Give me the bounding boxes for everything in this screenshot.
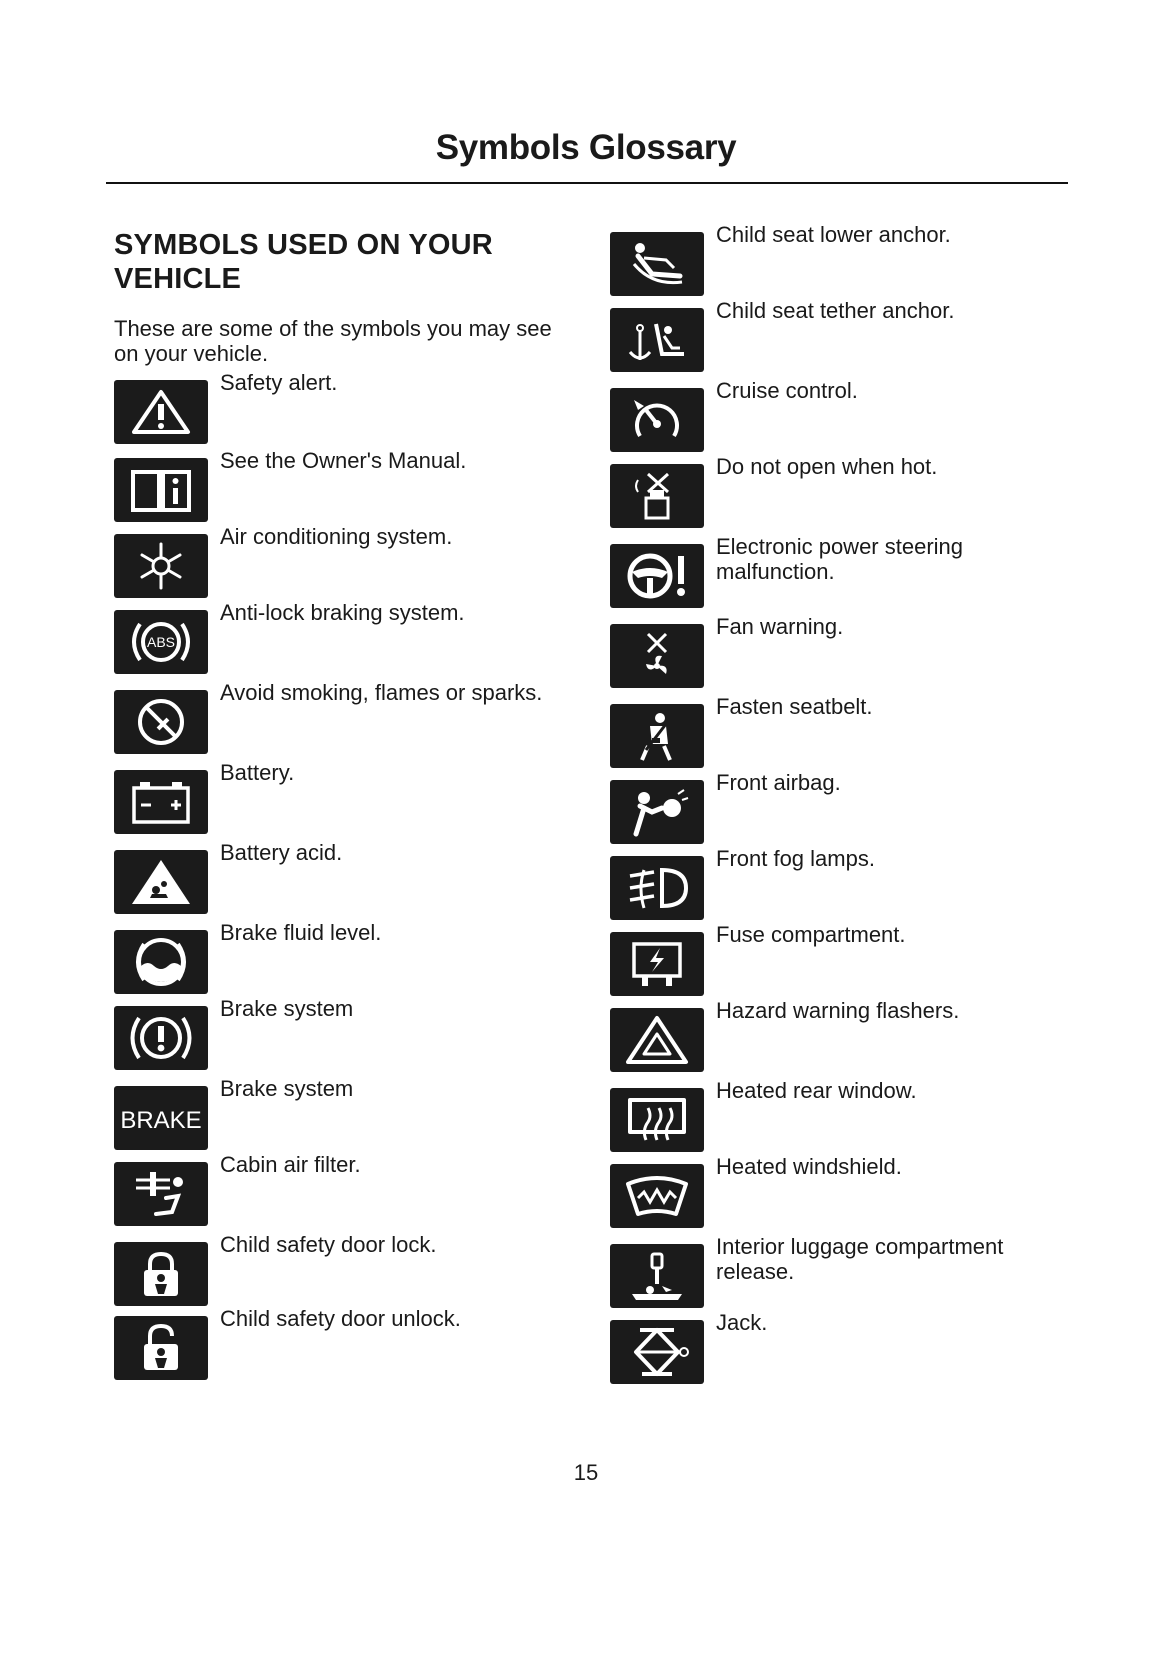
symbol-entry-brake-fluid (114, 920, 574, 994)
title-divider (106, 182, 1068, 184)
child-lock-icon (114, 1242, 208, 1306)
no-smoking-icon (114, 690, 208, 754)
symbol-entry-seatbelt (610, 694, 1070, 768)
symbol-label: Cruise control. (716, 378, 858, 403)
symbol-entry-brake-text (114, 1076, 574, 1150)
safety-alert-icon (114, 380, 208, 444)
symbol-label: Anti-lock braking system. (220, 600, 465, 625)
symbol-entry-child-unlock (114, 1306, 574, 1380)
abs-icon-text: ABS (146, 634, 176, 650)
brake-icon-text: BRAKE (120, 1107, 202, 1134)
fuse-icon (610, 932, 704, 996)
symbol-entry-hazard (610, 998, 1070, 1072)
symbol-label: Battery. (220, 760, 295, 785)
symbol-label: Fan warning. (716, 614, 844, 639)
symbol-entry-no-smoking (114, 680, 574, 754)
symbol-entry-fog-lamp (610, 846, 1070, 920)
symbol-label: Fasten seatbelt. (716, 694, 873, 719)
page-title: Symbols Glossary (435, 128, 737, 167)
child-seat-tether-icon (610, 308, 704, 372)
symbol-entry-air-conditioning (114, 524, 574, 598)
symbol-entry-safety-alert (114, 370, 574, 444)
symbol-label: Front airbag. (716, 770, 841, 795)
symbol-label: Fuse compartment. (716, 922, 906, 947)
do-not-open-hot-icon (610, 464, 704, 528)
fog-lamp-icon (610, 856, 704, 920)
symbol-label: See the Owner's Manual. (220, 448, 467, 473)
symbol-entry-luggage-release (610, 1234, 1070, 1308)
symbol-entry-fan-warning (610, 614, 1070, 688)
abs-icon (114, 610, 208, 674)
luggage-release-icon (610, 1244, 704, 1308)
battery-acid-icon (114, 850, 208, 914)
fan-warning-icon (610, 624, 704, 688)
symbol-entry-cabin-air-filter (114, 1152, 574, 1226)
symbol-entry-owners-manual (114, 448, 574, 522)
symbol-label: Front fog lamps. (716, 846, 875, 871)
symbol-label: Safety alert. (220, 370, 338, 395)
page-number: 15 (573, 1460, 599, 1485)
symbol-label: Brake fluid level. (220, 920, 382, 945)
cabin-air-filter-icon (114, 1162, 208, 1226)
symbol-label: Child seat lower anchor. (716, 222, 951, 247)
symbol-label: Jack. (716, 1310, 768, 1335)
symbol-label: Electronic power steering malfunction. (716, 534, 964, 584)
seatbelt-icon (610, 704, 704, 768)
symbol-label: Child safety door unlock. (220, 1306, 461, 1331)
airbag-icon (610, 780, 704, 844)
symbol-entry-abs (114, 600, 574, 674)
symbol-entry-brake-system (114, 996, 574, 1070)
owners-manual-icon (114, 458, 208, 522)
symbol-label: Hazard warning flashers. (716, 998, 960, 1023)
symbol-entry-child-seat-tether (610, 298, 1070, 372)
cruise-control-icon (610, 388, 704, 452)
symbol-entry-jack (610, 1310, 1070, 1384)
symbol-label: Brake system (220, 996, 354, 1021)
brake-fluid-icon (114, 930, 208, 994)
symbol-entry-heated-rear-window (610, 1078, 1070, 1152)
symbol-label: Air conditioning system. (220, 524, 453, 549)
symbol-entry-steering-malfunction (610, 534, 1070, 608)
air-conditioning-icon (114, 534, 208, 598)
symbol-entry-fuse (610, 922, 1070, 996)
child-unlock-icon (114, 1316, 208, 1380)
hazard-icon (610, 1008, 704, 1072)
symbol-label: Heated rear window. (716, 1078, 917, 1103)
symbol-label: Battery acid. (220, 840, 343, 865)
symbol-label: Cabin air filter. (220, 1152, 361, 1177)
steering-malfunction-icon (610, 544, 704, 608)
symbol-entry-heated-windshield (610, 1154, 1070, 1228)
symbol-label: Interior luggage compartment release. (716, 1234, 1004, 1284)
symbol-entry-do-not-open-hot (610, 454, 1070, 528)
symbol-label: Brake system (220, 1076, 354, 1101)
symbol-entry-child-lock (114, 1232, 574, 1306)
symbol-label: Heated windshield. (716, 1154, 902, 1179)
brake-system-icon (114, 1006, 208, 1070)
child-seat-anchor-icon (610, 232, 704, 296)
heated-rear-window-icon (610, 1088, 704, 1152)
symbol-label: Child safety door lock. (220, 1232, 437, 1257)
symbol-entry-airbag (610, 770, 1070, 844)
symbol-label: Avoid smoking, flames or sparks. (220, 680, 543, 705)
jack-icon (610, 1320, 704, 1384)
heated-windshield-icon (610, 1164, 704, 1228)
section-heading: SYMBOLS USED ON YOUR VEHICLE (114, 229, 493, 295)
symbol-entry-battery (114, 760, 574, 834)
symbol-entry-cruise-control (610, 378, 1070, 452)
brake-text-icon (114, 1086, 208, 1150)
symbol-entry-battery-acid (114, 840, 574, 914)
intro-text: These are some of the symbols you may see on your vehicle. (114, 316, 552, 366)
symbol-label: Child seat tether anchor. (716, 298, 955, 323)
symbol-entry-child-seat-anchor (610, 222, 1070, 296)
symbol-label: Do not open when hot. (716, 454, 938, 479)
battery-icon (114, 770, 208, 834)
